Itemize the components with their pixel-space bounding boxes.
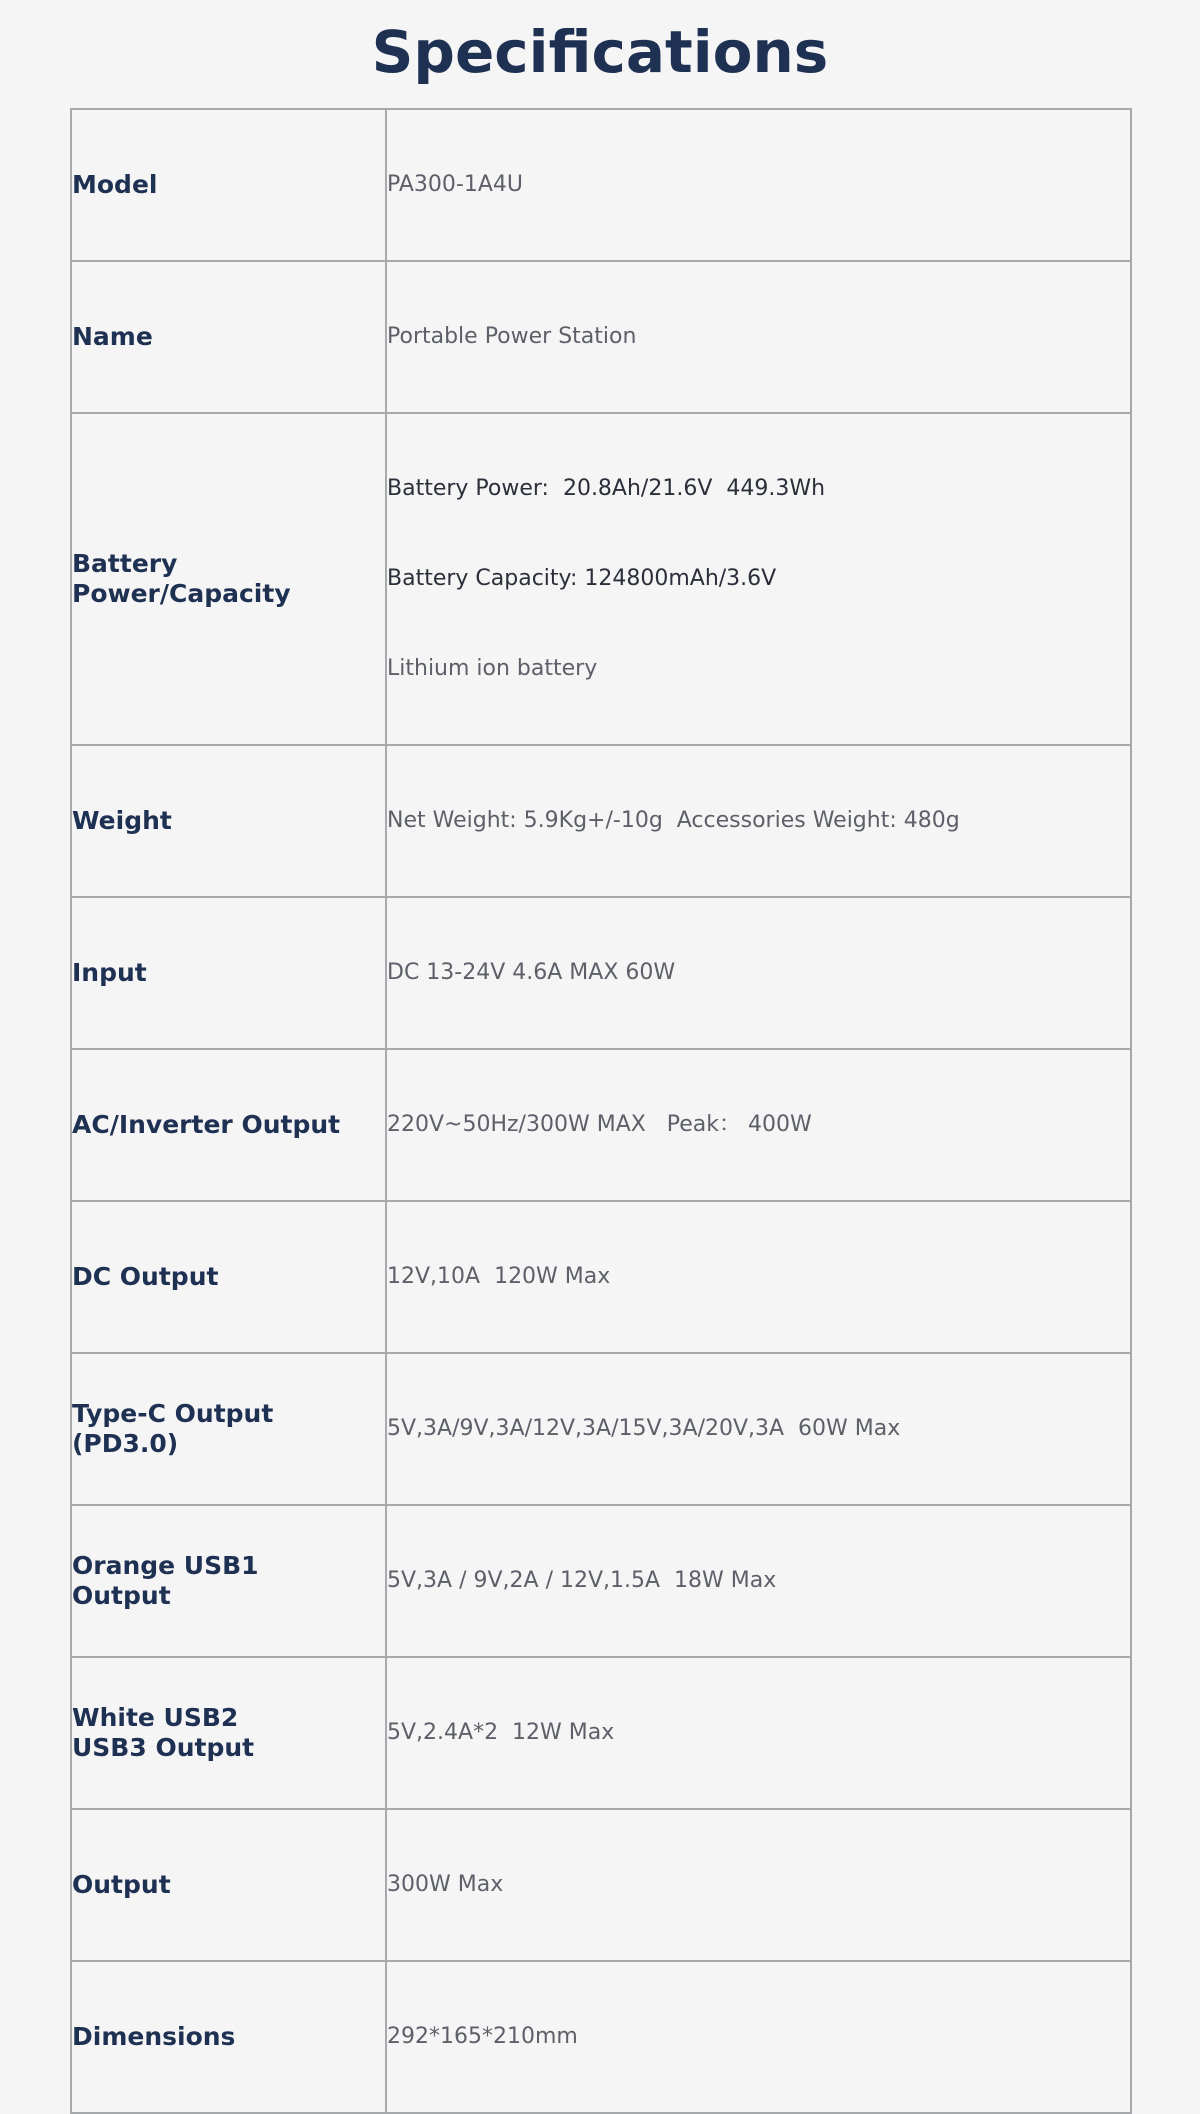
row-label-line: Type-C Output xyxy=(72,1399,274,1428)
table-row xyxy=(71,1353,1131,1505)
row-value-line: 292*165*210mm xyxy=(387,2024,578,2049)
table-row xyxy=(71,1201,1131,1353)
table-row xyxy=(71,1657,1131,1809)
row-label xyxy=(71,413,386,745)
row-value-line: Lithium ion battery xyxy=(387,656,598,681)
row-label-line: Output xyxy=(72,1581,171,1610)
table-row xyxy=(71,897,1131,1049)
row-value-line: 300W Max xyxy=(387,1872,504,1897)
row-label-line: USB3 Output xyxy=(72,1733,255,1762)
table-row xyxy=(71,1505,1131,1657)
row-label-line: Output xyxy=(72,1870,171,1899)
table-row xyxy=(71,261,1131,413)
row-label xyxy=(71,1049,386,1201)
row-label xyxy=(71,1201,386,1353)
row-label-line: Orange USB1 xyxy=(72,1551,259,1580)
row-label-line: AC/Inverter Output xyxy=(72,1110,341,1139)
row-label xyxy=(71,745,386,897)
table-row xyxy=(71,745,1131,897)
row-value-line: Net Weight: 5.9Kg+/-10g Accessories Weight: 480g xyxy=(387,808,960,833)
row-label-line: Input xyxy=(72,958,147,987)
row-value xyxy=(386,1201,1131,1353)
row-label xyxy=(71,897,386,1049)
row-value-line: Battery Capacity: 124800mAh/3.6V xyxy=(387,566,777,591)
row-value-line: 12V,10A 120W Max xyxy=(387,1264,611,1289)
row-value xyxy=(386,1961,1131,2113)
row-label xyxy=(71,1505,386,1657)
row-label-line: (PD3.0) xyxy=(72,1429,179,1458)
row-label-line: Battery xyxy=(72,549,178,578)
row-value xyxy=(386,413,1131,745)
row-value-line: 5V,3A/9V,3A/12V,3A/15V,3A/20V,3A 60W Max xyxy=(387,1416,901,1441)
row-value-line: DC 13-24V 4.6A MAX 60W xyxy=(387,960,676,985)
row-label xyxy=(71,1809,386,1961)
row-value xyxy=(386,261,1131,413)
table-row xyxy=(71,413,1131,745)
row-value xyxy=(386,1809,1131,1961)
spec-table xyxy=(70,108,1132,2114)
row-label-line: Weight xyxy=(72,806,172,835)
row-label xyxy=(71,109,386,261)
row-label-line: DC Output xyxy=(72,1262,219,1291)
row-value-line: Battery Power: 20.8Ah/21.6V 449.3Wh xyxy=(387,476,826,501)
row-label xyxy=(71,1961,386,2113)
table-row xyxy=(71,109,1131,261)
page-title: Specifications xyxy=(371,18,829,86)
row-value xyxy=(386,897,1131,1049)
row-value-line: Portable Power Station xyxy=(387,324,637,349)
row-label xyxy=(71,261,386,413)
table-row xyxy=(71,1809,1131,1961)
row-label-line: Dimensions xyxy=(72,2022,236,2051)
table-row xyxy=(71,1961,1131,2113)
row-label xyxy=(71,1657,386,1809)
row-label xyxy=(71,1353,386,1505)
row-label-line: Name xyxy=(72,322,153,351)
row-value-line: 5V,2.4A*2 12W Max xyxy=(387,1720,615,1745)
row-value xyxy=(386,1505,1131,1657)
row-value-line: 220V~50Hz/300W MAX Peak： 400W xyxy=(387,1112,812,1137)
table-row xyxy=(71,1049,1131,1201)
row-value xyxy=(386,1353,1131,1505)
row-value xyxy=(386,109,1131,261)
row-label-line: White USB2 xyxy=(72,1703,239,1732)
row-value xyxy=(386,745,1131,897)
row-label-line: Model xyxy=(72,170,158,199)
row-value-line: 5V,3A / 9V,2A / 12V,1.5A 18W Max xyxy=(387,1568,777,1593)
row-value-line: PA300-1A4U xyxy=(387,172,523,197)
row-value xyxy=(386,1049,1131,1201)
row-value xyxy=(386,1657,1131,1809)
row-label-line: Power/Capacity xyxy=(72,579,291,608)
